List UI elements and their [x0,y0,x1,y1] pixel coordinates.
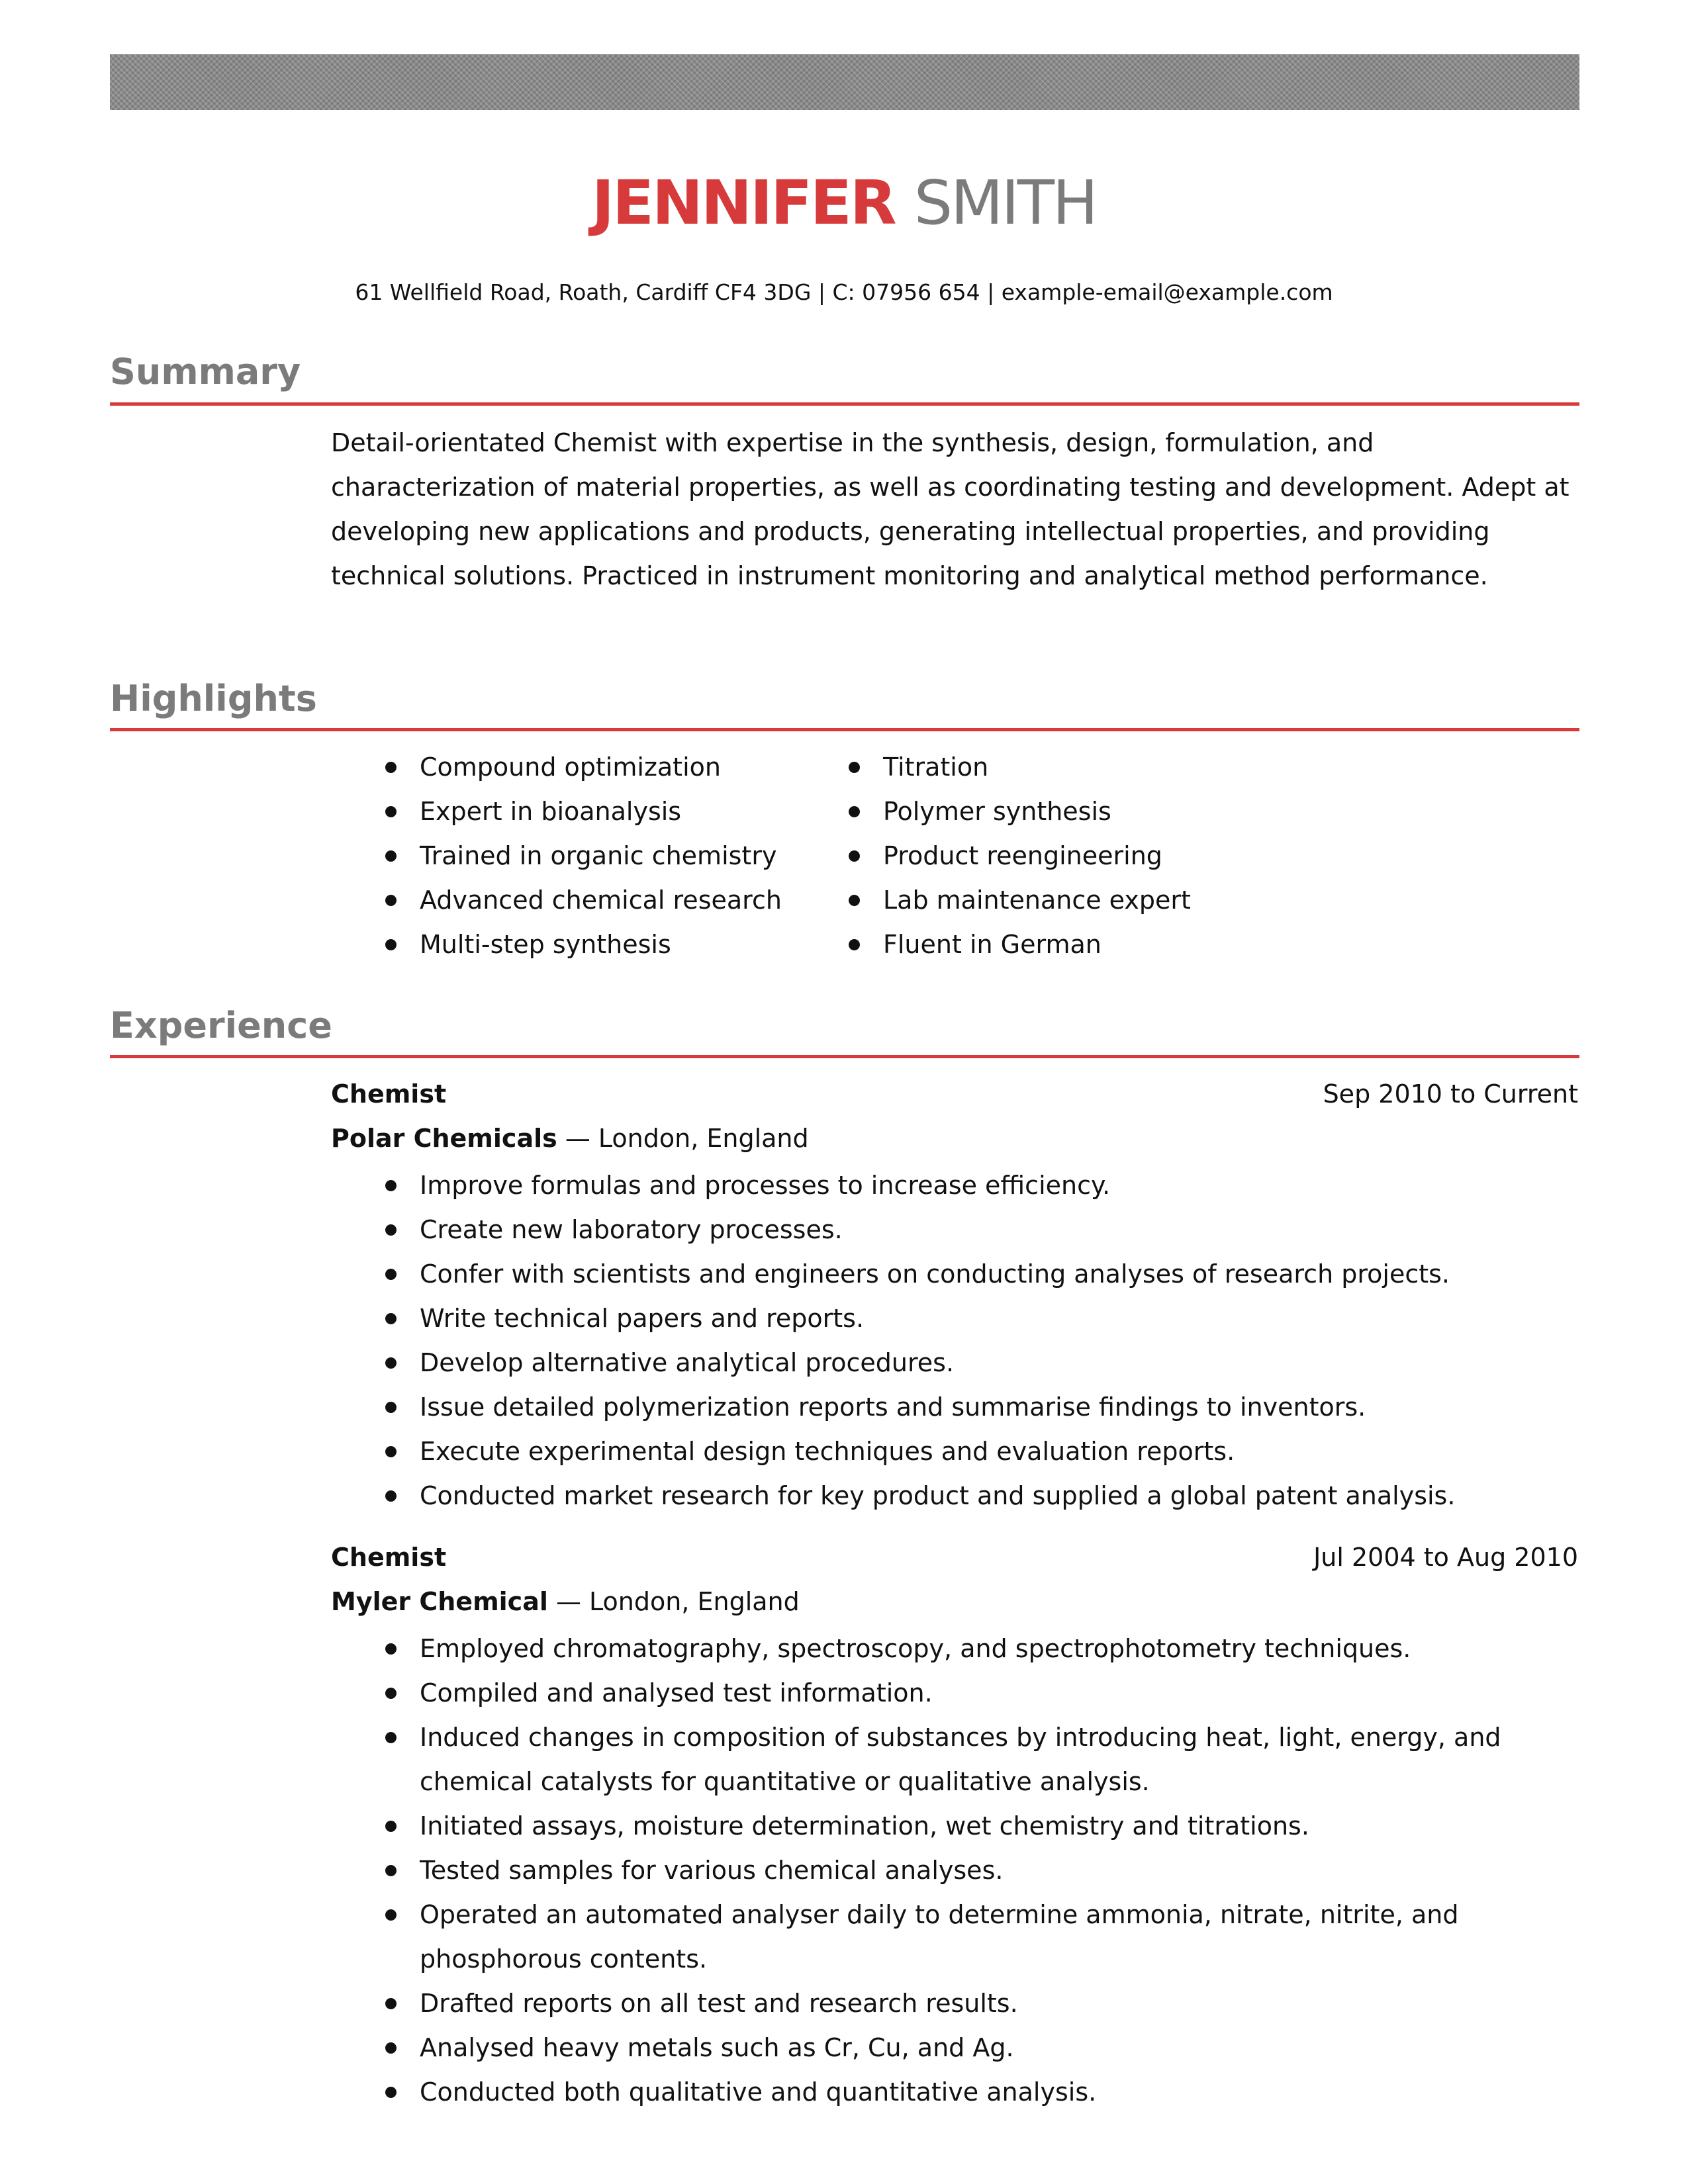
bullet-icon [849,850,860,862]
job-duties-list [331,1627,1582,2115]
bullet-icon [849,806,860,817]
candidate-name [0,167,1688,240]
list-item [331,1163,1582,1208]
bullet-icon [385,1402,397,1413]
list-item [331,1715,1582,1804]
highlights-heading: Highlights [110,678,317,719]
list-item-text: Tested samples for various chemical analyses. [420,1856,1004,1885]
list-item [331,790,794,834]
first-name: JENNIFER [591,167,895,238]
list-item [331,1385,1582,1430]
highlights-list-right [794,745,1324,967]
job-dates: Sep 2010 to Current [1323,1079,1578,1109]
experience-heading: Experience [110,1005,332,1046]
list-item [331,745,794,790]
list-item-text: Issue detailed polymerization reports and summarise findings to inventors. [420,1392,1366,1422]
job-title: Chemist [331,1543,447,1572]
bullet-icon [385,1865,397,1876]
bullet-icon [385,806,397,817]
last-name: SMITH [914,167,1097,238]
list-item-text: Expert in bioanalysis [420,797,682,826]
list-item-text: Advanced chemical research [420,886,782,915]
list-item [794,790,1324,834]
list-item [331,1208,1582,1252]
bullet-icon [385,1446,397,1457]
list-item-text: Execute experimental design techniques and evaluation reports. [420,1437,1235,1466]
job-duties-list [331,1163,1582,1518]
bullet-icon [385,2042,397,2054]
list-item-text: Conducted market research for key product and supplied a global patent analysis. [420,1481,1456,1510]
list-item [331,1252,1582,1297]
list-item-text: Fluent in German [883,930,1102,959]
list-item [331,1893,1582,1981]
bullet-icon [385,1909,397,1921]
list-item-text: Drafted reports on all test and research results. [420,1989,1018,2018]
list-item [331,2070,1582,2115]
summary-divider [110,402,1579,406]
company-location: — London, England [557,1124,809,1153]
job-title: Chemist [331,1079,447,1109]
summary-text: Detail-orientated Chemist with expertise in the synthesis, design, formulation, and characterization of material properties, as well as coordinating testing and development. Adept at developing new applications and products, generating intellectual properties, and providing technical solutions. Practiced in instrument monitoring and analytical method performance. [331,428,1570,590]
bullet-icon [385,1998,397,2009]
list-item-text: Trained in organic chemistry [420,841,777,870]
list-item [331,834,794,878]
list-item-text: Conducted both qualitative and quantitative analysis. [420,2077,1097,2107]
list-item-text: Initiated assays, moisture determination, wet chemistry and titrations. [420,1811,1309,1841]
list-item [331,1297,1582,1341]
job-company-line [331,1116,809,1161]
bullet-icon [385,850,397,862]
list-item-text: Lab maintenance expert [883,886,1191,915]
list-item-text: Induced changes in composition of substances by introducing heat, light, energy, and chemical catalysts for quantitative or qualitative analysis. [420,1723,1501,1796]
bullet-icon [385,1688,397,1699]
company-name: Myler Chemical [331,1587,548,1616]
header-decorative-bar [110,54,1579,110]
bullet-icon [385,762,397,773]
bullet-icon [385,1224,397,1236]
highlights-divider [110,728,1579,731]
summary-heading: Summary [110,351,301,392]
list-item-text: Multi-step synthesis [420,930,671,959]
bullet-icon [385,1269,397,1280]
contact-info: 61 Wellfield Road, Roath, Cardiff CF4 3DG | C: 07956 654 | example-email@example.com [355,279,1333,305]
bullet-icon [385,1180,397,1191]
list-item [331,1474,1582,1518]
job-dates: Jul 2004 to Aug 2010 [1313,1543,1578,1572]
list-item [331,878,794,923]
list-item [331,1848,1582,1893]
bullet-icon [385,1821,397,1832]
list-item [331,1341,1582,1385]
list-item [794,923,1324,967]
bullet-icon [849,762,860,773]
list-item-text: Write technical papers and reports. [420,1304,865,1333]
job-company-line [331,1580,800,1624]
list-item [331,1804,1582,1848]
list-item [331,923,794,967]
list-item-text: Analysed heavy metals such as Cr, Cu, and Ag. [420,2033,1014,2062]
experience-divider [110,1055,1579,1058]
list-item [331,2026,1582,2070]
bullet-icon [385,1732,397,1743]
list-item-text: Improve formulas and processes to increase efficiency. [420,1171,1111,1200]
list-item-text: Polymer synthesis [883,797,1111,826]
bullet-icon [385,1490,397,1502]
list-item [331,1981,1582,2026]
list-item-text: Compound optimization [420,752,721,782]
list-item-text: Product reengineering [883,841,1162,870]
list-item-text: Develop alternative analytical procedures. [420,1348,955,1377]
list-item-text: Create new laboratory processes. [420,1215,843,1244]
company-name: Polar Chemicals [331,1124,557,1153]
bullet-icon [385,1643,397,1655]
list-item-text: Titration [883,752,989,782]
list-item [331,1671,1582,1715]
bullet-icon [385,2087,397,2098]
list-item-text: Operated an automated analyser daily to determine ammonia, nitrate, nitrite, and phosphorous contents. [420,1900,1459,1974]
bullet-icon [385,1313,397,1324]
highlights-list-left [331,745,794,967]
list-item [331,1430,1582,1474]
list-item [794,878,1324,923]
bullet-icon [385,939,397,950]
bullet-icon [849,939,860,950]
list-item-text: Employed chromatography, spectroscopy, and spectrophotometry techniques. [420,1634,1411,1663]
bullet-icon [385,1357,397,1369]
company-location: — London, England [547,1587,800,1616]
bullet-icon [849,895,860,906]
list-item [794,745,1324,790]
bullet-icon [385,895,397,906]
list-item [331,1627,1582,1671]
list-item-text: Confer with scientists and engineers on conducting analyses of research projects. [420,1259,1450,1289]
list-item [794,834,1324,878]
list-item-text: Compiled and analysed test information. [420,1678,933,1707]
